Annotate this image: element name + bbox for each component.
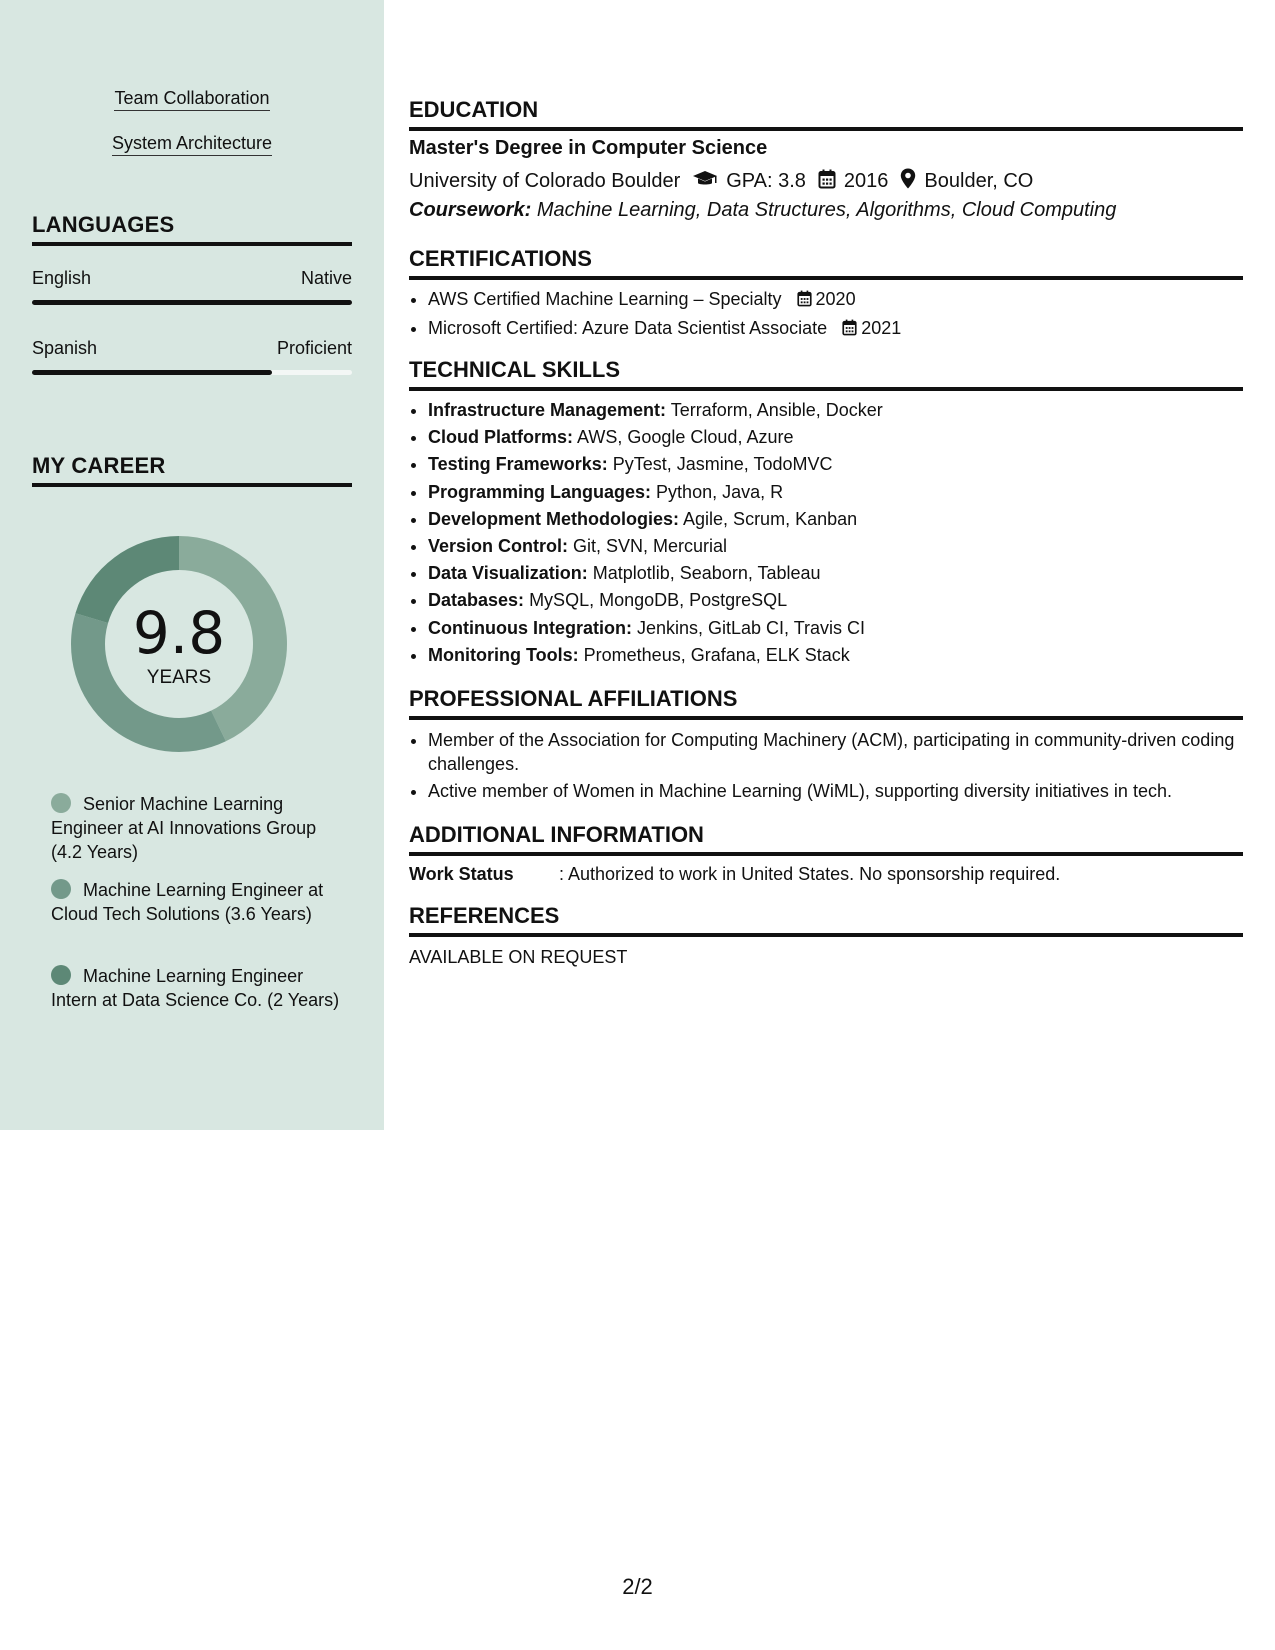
- list-item: • Member of the Association for Computing Machinery (ACM), participating in community-driven coding challenges.: [428, 728, 1243, 776]
- additional-info-heading: ADDITIONAL INFORMATION: [409, 822, 1243, 856]
- calendar-icon: [842, 317, 857, 344]
- language-name: Spanish: [32, 338, 98, 358]
- language-level: Proficient: [276, 338, 352, 358]
- language-bar: [32, 370, 352, 375]
- list-item: • Cloud Platforms: AWS, Google Cloud, Azure: [428, 424, 1243, 451]
- certifications-heading: CERTIFICATIONS: [409, 246, 1243, 280]
- education-details: [409, 168, 1033, 195]
- language-level: Native: [300, 268, 352, 288]
- list-item: • Data Visualization: Matplotlib, Seaborn, Tableau: [428, 560, 1243, 587]
- work-status-value: : Authorized to work in United States. No sponsorship required.: [559, 864, 1061, 884]
- list-item: • Databases: MySQL, MongoDB, PostgreSQL: [428, 587, 1243, 614]
- legend-dot-icon: [51, 879, 71, 899]
- language-bar-fill: [32, 370, 272, 375]
- list-item: • Testing Frameworks: PyTest, Jasmine, TodoMVC: [428, 451, 1243, 478]
- education-location: Boulder, CO: [924, 170, 1034, 192]
- legend-dot-icon: [51, 965, 71, 985]
- map-pin-icon: [900, 168, 916, 195]
- sidebar: [0, 0, 384, 1130]
- affiliations-list: [409, 728, 1243, 806]
- gpa: GPA: 3.8: [726, 170, 806, 192]
- technical-skills-heading: TECHNICAL SKILLS: [409, 357, 1243, 391]
- degree-title: Master's Degree in Computer Science: [409, 137, 768, 159]
- coursework-label: Coursework:: [409, 199, 532, 221]
- graduation-cap-icon: [692, 170, 718, 194]
- references-heading: REFERENCES: [409, 903, 1243, 937]
- career-legend-item: Machine Learning Engineer at Cloud Tech Solutions (3.6 Years): [51, 880, 324, 924]
- career-total-years: 9.8: [132, 599, 226, 667]
- career-donut-chart: [66, 531, 292, 757]
- list-item: • Active member of Women in Machine Learning (WiML), supporting diversity initiatives in tech.: [428, 779, 1243, 803]
- references-text: AVAILABLE ON REQUEST: [409, 947, 628, 967]
- language-bar-fill: [32, 300, 352, 305]
- language-row: [32, 338, 352, 359]
- education-heading: EDUCATION: [409, 97, 1243, 131]
- graduation-year: 2016: [843, 170, 889, 192]
- list-item: • Infrastructure Management: Terraform, Ansible, Docker: [428, 397, 1243, 424]
- language-name: English: [32, 268, 92, 288]
- technical-skills-list: [409, 397, 1243, 669]
- university-name: University of Colorado Boulder: [409, 170, 681, 192]
- career-years-unit: YEARS: [146, 667, 212, 688]
- certifications-list: [409, 286, 1243, 344]
- career-legend-item: Machine Learning Engineer Intern at Data Science Co. (2 Years): [51, 966, 340, 1010]
- coursework-list: Machine Learning, Data Structures, Algorithms, Cloud Computing: [536, 199, 1117, 221]
- list-item: • Programming Languages: Python, Java, R: [428, 479, 1243, 506]
- page-number: 2/2: [622, 1574, 653, 1599]
- skill-tag: Team Collaboration: [0, 88, 384, 109]
- legend-dot-icon: [51, 793, 71, 813]
- language-row: [32, 268, 352, 289]
- work-status-label: Work Status: [409, 864, 514, 884]
- list-item: • AWS Certified Machine Learning – Specialty 2020: [428, 286, 1243, 315]
- languages-heading: LANGUAGES: [32, 212, 352, 246]
- work-status-row: [409, 864, 1060, 885]
- list-item: • Version Control: Git, SVN, Mercurial: [428, 533, 1243, 560]
- list-item: • Continuous Integration: Jenkins, GitLab CI, Travis CI: [428, 615, 1243, 642]
- language-bar: [32, 300, 352, 305]
- affiliations-heading: PROFESSIONAL AFFILIATIONS: [409, 686, 1243, 720]
- list-item: • Microsoft Certified: Azure Data Scientist Associate 2021: [428, 315, 1243, 344]
- skill-tag: System Architecture: [0, 133, 384, 154]
- calendar-icon: [818, 169, 836, 195]
- career-heading: MY CAREER: [32, 453, 352, 487]
- calendar-icon: [797, 288, 812, 315]
- list-item: • Development Methodologies: Agile, Scrum, Kanban: [428, 506, 1243, 533]
- coursework: [409, 199, 1116, 222]
- career-legend-item: Senior Machine Learning Engineer at AI Innovations Group (4.2 Years): [51, 794, 317, 862]
- list-item: • Monitoring Tools: Prometheus, Grafana, ELK Stack: [428, 642, 1243, 669]
